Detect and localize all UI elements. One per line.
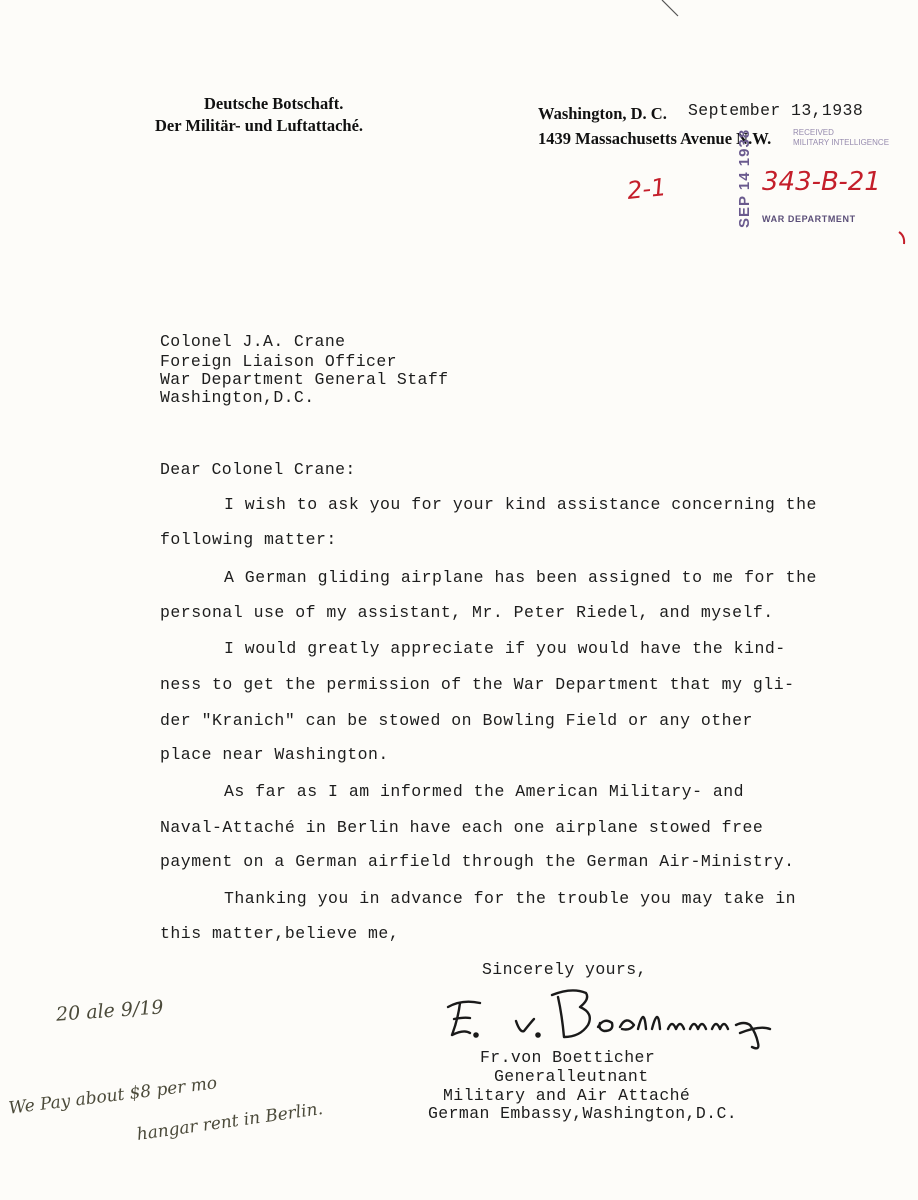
letterhead-address: 1439 Massachusetts Avenue N.W. [538,129,772,148]
body-line: der "Kranich" can be stowed on Bowling Field or any other [160,711,753,730]
file-mark-small: 2-1 [625,173,668,205]
body-line: A German gliding airplane has been assigned to me for the [224,568,817,587]
body-line: Thanking you in advance for the trouble you may take in [224,889,797,908]
pencil-note-line1: We Pay about $8 per mo [7,1073,219,1119]
body-line: this matter,believe me, [160,924,400,943]
recipient-title: Foreign Liaison Officer [160,352,397,371]
recipient-city: Washington,D.C. [160,388,315,407]
salutation: Dear Colonel Crane: [160,460,356,479]
body-line: following matter: [160,530,337,549]
letterhead-office: Der Militär- und Luftattaché. [155,116,364,135]
red-tick-mark [896,228,912,246]
signer-office: German Embassy,Washington,D.C. [428,1104,738,1123]
recipient-name: Colonel J.A. Crane [160,332,346,351]
stamp-date: SEP 14 1938 [736,128,753,228]
body-line: Naval-Attaché in Berlin have each one airplane stowed free [160,818,764,837]
recipient-office: War Department General Staff [160,370,449,389]
body-line: ness to get the permission of the War Department that my gli- [160,675,795,694]
pencil-note-top: 20 ale 9/19 [55,996,165,1026]
body-line: personal use of my assistant, Mr. Peter Riedel, and myself. [160,603,774,622]
closing: Sincerely yours, [482,960,647,979]
letterhead-city: Washington, D. C. [538,104,667,123]
file-number: 343-B-21 [762,167,881,197]
stamp-department: WAR DEPARTMENT [762,214,856,224]
body-line: place near Washington. [160,745,389,764]
letterhead-embassy: Deutsche Botschaft. [204,94,344,113]
body-line: I would greatly appreciate if you would have the kind- [224,639,786,658]
fold-mark [660,0,700,20]
body-line: As far as I am informed the American Military- and [224,782,745,801]
stamp-header: RECEIVED MILITARY INTELLIGENCE [793,128,890,147]
body-line: I wish to ask you for your kind assistance concerning the [224,495,817,514]
signer-name: Fr.von Boetticher [480,1048,656,1067]
body-line: payment on a German airfield through the German Air-Ministry. [160,852,795,871]
pencil-note-line2: hangar rent in Berlin. [135,1099,325,1145]
letter-date: September 13,1938 [688,101,864,120]
signer-rank: Generalleutnant [494,1067,649,1086]
signature [440,985,790,1055]
signer-title: Military and Air Attaché [443,1086,691,1105]
